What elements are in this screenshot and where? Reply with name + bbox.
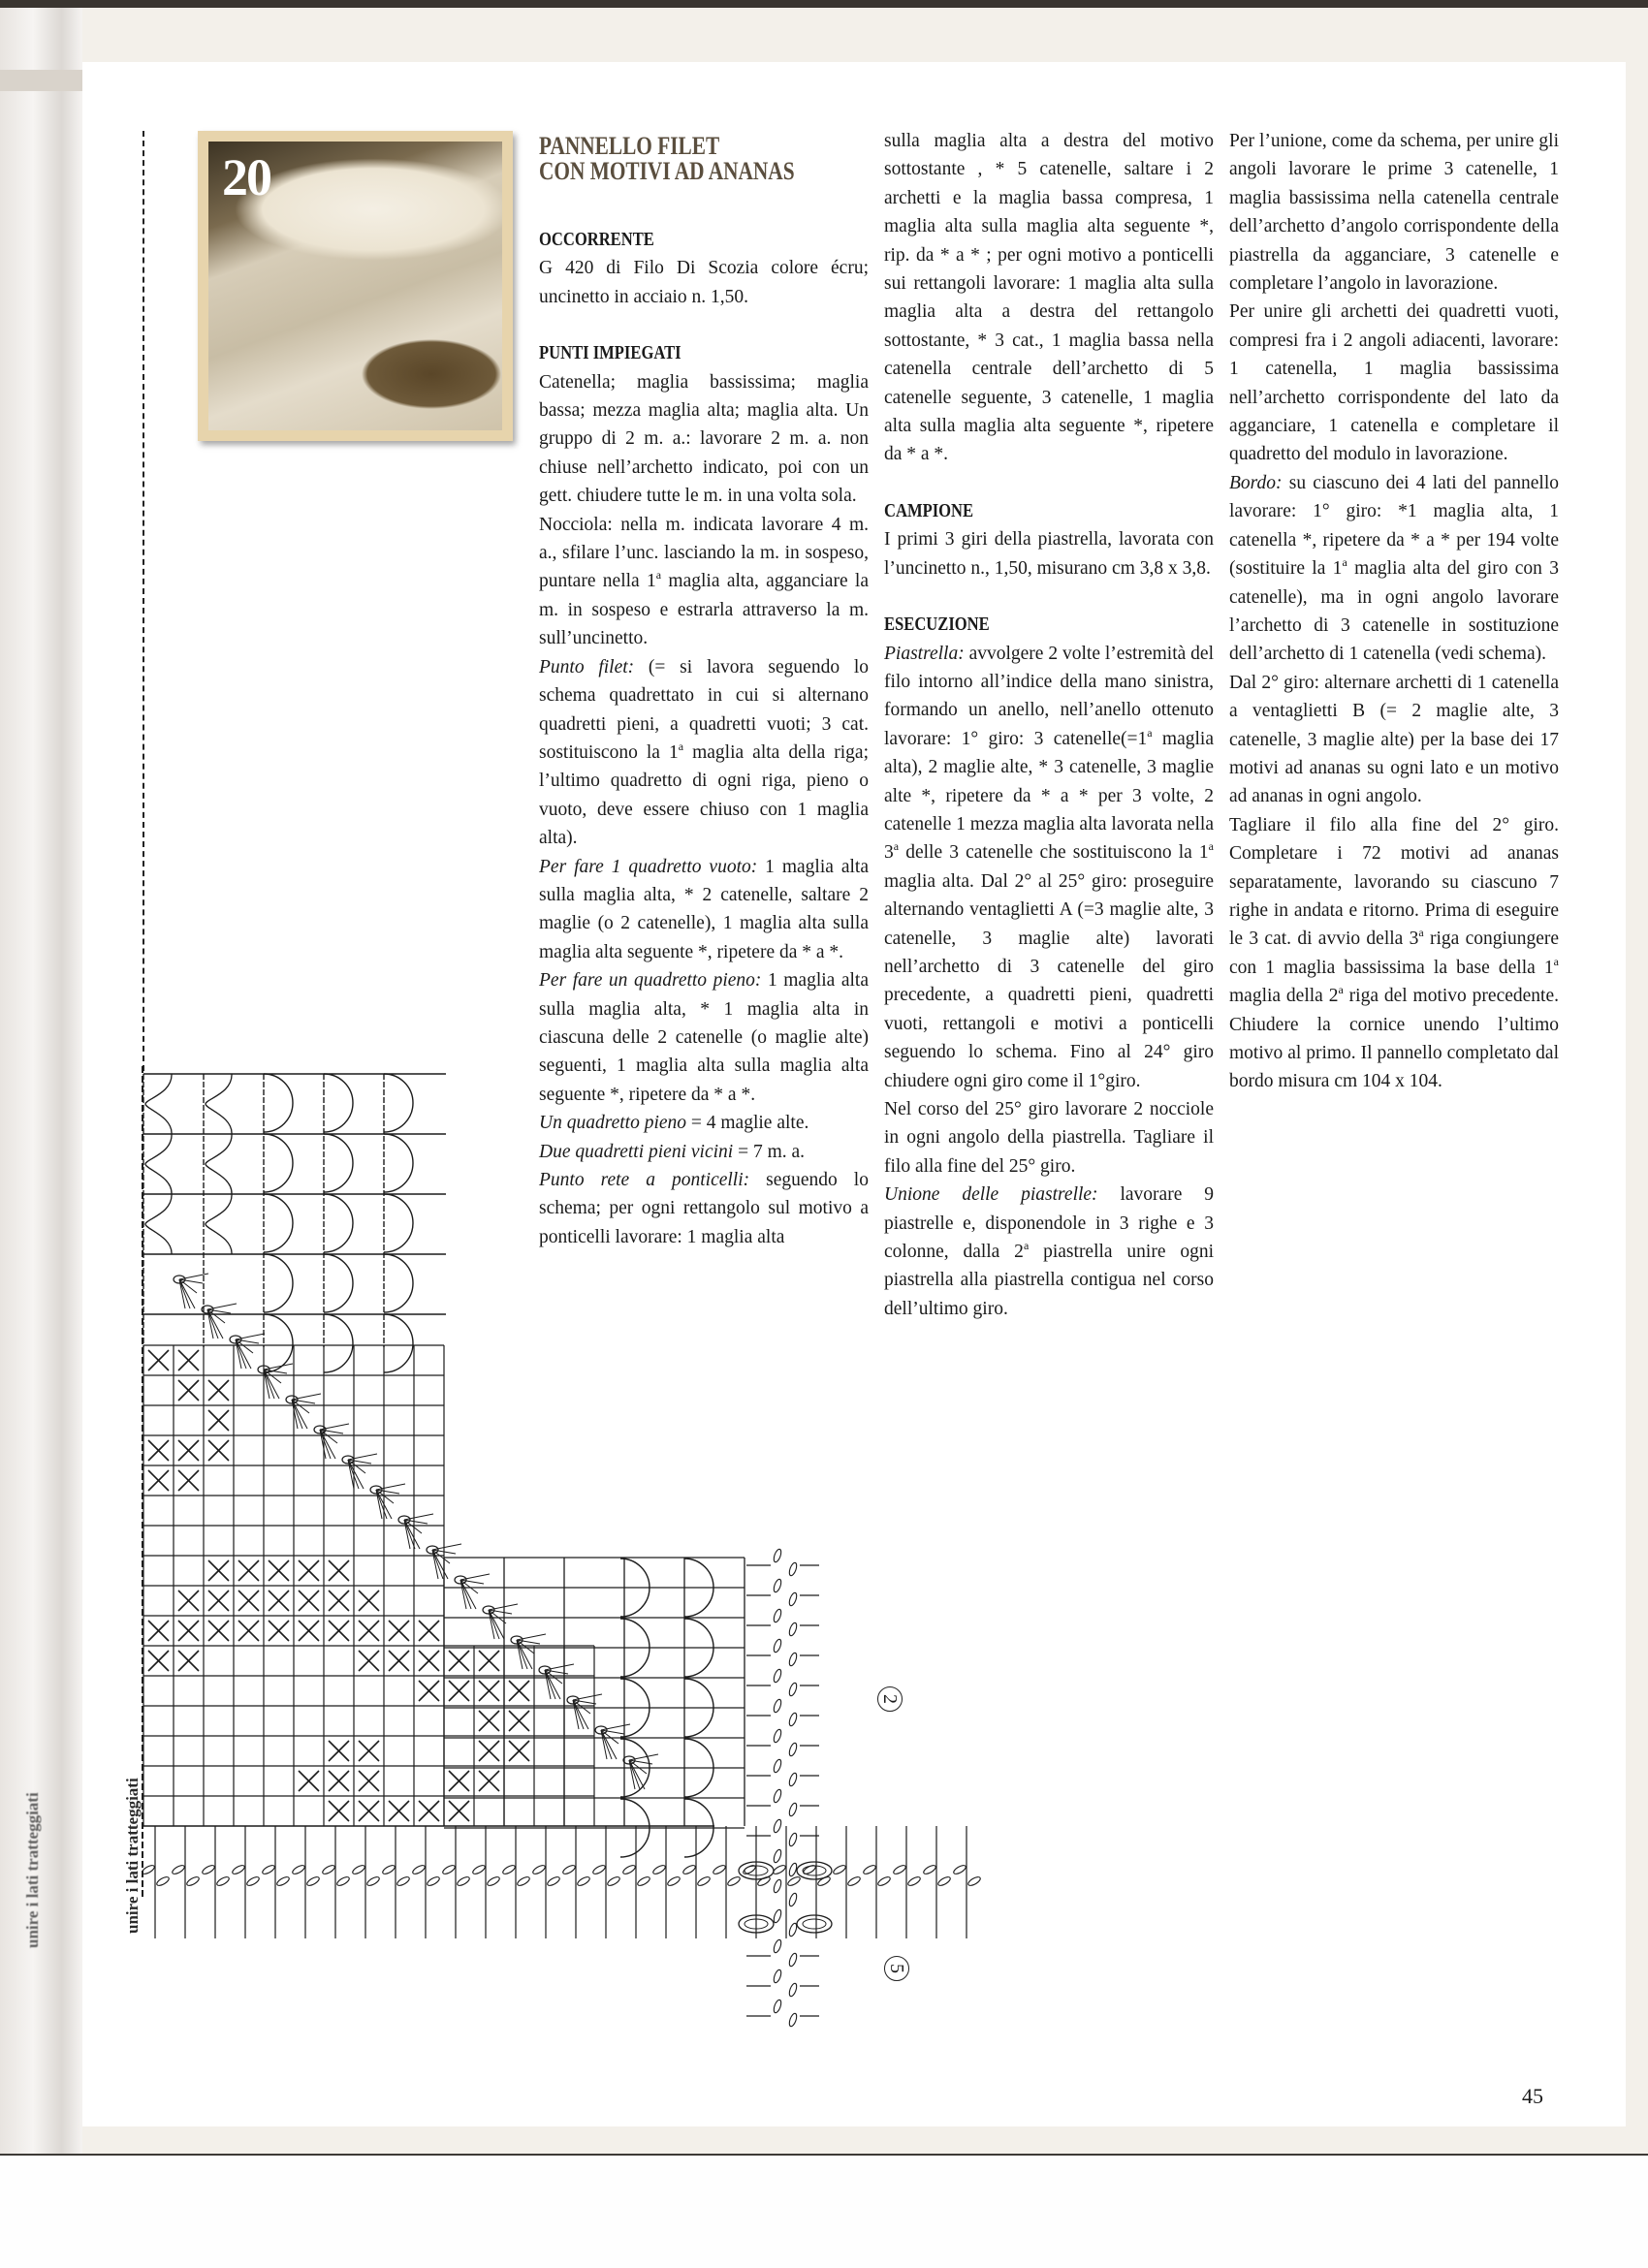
chain-loop <box>773 1758 782 1773</box>
chain-loop <box>591 1864 606 1875</box>
chain-loop <box>561 1864 576 1875</box>
scanner-bed <box>0 2154 1648 2268</box>
filled-square-x <box>389 1651 409 1671</box>
fan-stitch <box>517 1640 532 1669</box>
filled-square-x <box>299 1771 319 1791</box>
chain-loop <box>381 1864 396 1875</box>
scallop-arc <box>384 1194 413 1252</box>
filled-square-x <box>509 1711 529 1731</box>
chain-loop <box>788 1802 798 1816</box>
filled-square-x <box>449 1801 469 1821</box>
chain-loop <box>788 1682 798 1696</box>
title-line-1: PANNELLO FILET <box>539 132 720 160</box>
chain-loop <box>773 1878 782 1893</box>
filled-square-x <box>479 1681 499 1701</box>
filled-square-x <box>449 1681 469 1701</box>
scallop-arc <box>264 1134 293 1192</box>
filled-square-x <box>389 1801 409 1821</box>
filled-square-x <box>329 1741 349 1761</box>
esecuzione-archetti: Per unire gli archetti dei quadretti vuoti, compresi fra i 2 angoli adiacenti, lavorare: 1 catenella, 1 maglia bassissima nell’archetto corrispondente del lato da agganciare, 1 catenella e completare il quadretto del modulo in lavorazione. <box>1229 301 1559 465</box>
chain-loop <box>773 1668 782 1683</box>
fan-stitch <box>545 1670 560 1699</box>
chain-loop <box>321 1864 335 1875</box>
chain-loop <box>335 1875 350 1887</box>
punti-p8-start: Punto rete a ponticelli: seguendo lo schema; per ogni rettangolo sul motivo a ponticelli lavorare: 1 maglia alta <box>539 1170 869 1247</box>
chain-loop <box>773 1818 782 1833</box>
scallop-arc <box>384 1134 413 1192</box>
chain-loop <box>773 1608 782 1622</box>
round-label-2: 2 <box>877 1686 903 1712</box>
scallop-arc <box>264 1314 293 1372</box>
filled-square-x <box>238 1621 259 1641</box>
filled-square-x <box>178 1350 199 1370</box>
scallop-arc <box>324 1314 353 1372</box>
fan-stitch <box>264 1370 279 1399</box>
filled-square-x <box>299 1591 319 1611</box>
chain-loop <box>396 1875 410 1887</box>
chain-loop <box>305 1875 320 1887</box>
scallop-arc <box>264 1074 293 1132</box>
filled-square-x <box>208 1560 229 1581</box>
filled-square-x <box>479 1711 499 1731</box>
chain-loop <box>832 1864 846 1875</box>
filled-square-x <box>479 1771 499 1791</box>
filled-square-x <box>449 1651 469 1671</box>
heading-campione: CAMPIONE <box>884 500 974 521</box>
chain-loop <box>773 1548 782 1562</box>
chain-loop <box>788 1712 798 1726</box>
filled-square-x <box>178 1621 199 1641</box>
filled-square-x <box>178 1591 199 1611</box>
chain-loop <box>185 1875 200 1887</box>
chain-loop <box>576 1875 590 1887</box>
filled-square-x <box>329 1591 349 1611</box>
filled-square-x <box>148 1350 169 1370</box>
chain-loop <box>245 1875 260 1887</box>
chain-loop <box>788 1982 798 1997</box>
esecuzione-nocciole: Nel corso del 25° giro lavorare 2 nocciole in ogni angolo della piastrella. Tagliare il filo alla fine del 25° giro. <box>884 1099 1214 1177</box>
filled-square-x <box>148 1621 169 1641</box>
fan-stitch <box>489 1610 504 1639</box>
filled-square-x <box>178 1440 199 1461</box>
fan-stitch <box>236 1339 251 1369</box>
filled-square-x <box>359 1591 379 1611</box>
chain-loop <box>773 1969 782 1983</box>
filled-square-x <box>208 1410 229 1431</box>
filled-square-x <box>148 1440 169 1461</box>
chain-loop <box>816 1875 831 1887</box>
filled-square-x <box>299 1560 319 1581</box>
wave-stitch <box>206 1074 232 1134</box>
chain-loop <box>788 1892 798 1906</box>
nocciola-stitch <box>803 1919 826 1929</box>
chain-loop <box>786 1875 801 1887</box>
fan-stitch <box>320 1430 335 1459</box>
filled-square-x <box>359 1741 379 1761</box>
filled-square-x <box>299 1621 319 1641</box>
filled-square-x <box>329 1771 349 1791</box>
chain-loop <box>696 1875 711 1887</box>
esecuzione-angoli: Per l’unione, come da schema, per unire gli angoli lavorare le prime 3 catenelle, 1 maglia bassissima nella catenella centrale dell’archetto d’angolo corrispondente della piastrella da agganciare, 3 catenelle e completare l’angolo in lavorazione. <box>1229 131 1559 295</box>
filled-square-x <box>419 1651 439 1671</box>
chain-loop <box>155 1875 170 1887</box>
filled-square-x <box>329 1560 349 1581</box>
chain-loop <box>862 1864 876 1875</box>
side-label-faded: unire i lati tratteggiati <box>23 1792 42 1948</box>
chain-loop <box>621 1864 636 1875</box>
scallop-arc <box>384 1074 413 1132</box>
scallop-arc <box>324 1254 353 1312</box>
chain-loop <box>531 1864 546 1875</box>
chain-loop <box>788 1622 798 1636</box>
chain-loop <box>606 1875 620 1887</box>
chain-loop <box>712 1864 726 1875</box>
filled-square-x <box>329 1801 349 1821</box>
scallop-arc <box>264 1194 293 1252</box>
filled-square-x <box>238 1560 259 1581</box>
heading-esecuzione: ESECUZIONE <box>884 614 990 636</box>
filled-square-x <box>509 1741 529 1761</box>
chain-loop <box>906 1875 921 1887</box>
chain-loop <box>351 1864 365 1875</box>
chain-loop <box>215 1875 230 1887</box>
side-label: unire i lati tratteggiati <box>123 1778 142 1934</box>
wave-stitch <box>206 1194 232 1254</box>
chain-loop <box>275 1875 290 1887</box>
chain-loop <box>365 1875 380 1887</box>
chain-loop <box>922 1864 936 1875</box>
filled-square-x <box>178 1470 199 1491</box>
esecuzione-piastrella: Piastrella: avvolgere 2 volte l’estremità del filo intorno all’indice della mano sinistra, formando un anello, nell’anello ottenuto lavorare: 1° giro: 3 $catenelle(=1^a$ maglia alta), 2 maglie alte, * 3 catenelle, 3 maglie alte *, ripetere da * a * per 3 volte, 2 catenelle 1 mezza maglia alta lavorata nella 3$^a$ delle 3 catenelle che sostituiscono la 1$^a$ maglia alta. Dal 2° al 25° giro: proseguire alternando ventaglietti A (=3 maglie alte, 3 catenelle, 3 maglie alte) lavorati nell’archetto di 3 catenelle del giro precedente, a quadretti pieni, quadretti vuoti, rettangoli e motivi a ponticelli seguendo lo schema. Fino al 24° giro chiudere ogni giro come il 1°giro. <box>884 643 1214 1091</box>
round-label-5: 5 <box>884 1956 909 1981</box>
punti-p3: Punto filet: (= si lavora seguendo lo schema quadrettato in cui si alternano quadretti pieni, a quadretti vuoti; 3 cat. sostituiscono la 1$^a$ maglia alta della riga; l’ultimo quadretto di ogni riga, pieno o vuoto, deve essere chiuso con 1 maglia alta). <box>539 656 869 849</box>
chain-loop <box>788 1561 798 1576</box>
nocciola-stitch <box>803 1866 826 1875</box>
chain-loop <box>788 1772 798 1786</box>
punti-p1: Catenella; maglia bassissima; maglia bassa; mezza maglia alta; maglia alta. Un gruppo di 2 m. a.: lavorare 2 m. a. non chiuse nell’archetto indicato, poi con un gett. chiudere tutte le m. in una volta sola. <box>539 371 869 507</box>
chain-loop <box>772 1864 786 1875</box>
title-line-2: CON MOTIVI AD ANANAS <box>539 157 795 185</box>
campione-text: I primi 3 giri della piastrella, lavorata con l’uncinetto n., 1,50, misurano cm 3,8 x 3,8. <box>884 529 1214 579</box>
punti-p5: Per fare un quadretto pieno: 1 maglia alta sulla maglia alta, * 1 maglia alta in ciascuna delle 2 catenelle (o maglie alte) seguenti, 1 maglia alta sulla maglia alta seguente *, ripetere da * a *. <box>539 970 869 1105</box>
filled-square-x <box>269 1560 289 1581</box>
filled-square-x <box>359 1651 379 1671</box>
filled-square-x <box>178 1651 199 1671</box>
wave-stitch <box>145 1074 172 1134</box>
filled-square-x <box>509 1681 529 1701</box>
heading-punti: PUNTI IMPIEGATI <box>539 343 681 364</box>
chain-loop <box>546 1875 560 1887</box>
scallop-arc <box>324 1074 353 1132</box>
filled-square-x <box>148 1470 169 1491</box>
scallop-arc <box>264 1254 293 1312</box>
punti-p7: Due quadretti pieni vicini = 7 m. a. <box>539 1141 806 1162</box>
chain-loop <box>846 1875 861 1887</box>
wave-stitch <box>206 1134 232 1194</box>
esecuzione-secondo-giro: Dal 2° giro: alternare archetti di 1 catenella a ventaglietti B (= 2 maglie alte, 3 catenelle, 3 maglie alte) per la base dei 17 motivi ad ananas su ogni lato e un motivo ad ananas in ogni angolo. <box>1229 672 1559 807</box>
scallop-arc <box>324 1194 353 1252</box>
chain-loop <box>426 1875 440 1887</box>
chain-loop <box>171 1864 185 1875</box>
nocciola-stitch <box>797 1915 832 1933</box>
fan-stitch <box>404 1520 420 1549</box>
fan-stitch <box>460 1580 476 1609</box>
pattern-number: 20 <box>222 148 270 206</box>
chain-loop <box>788 1952 798 1967</box>
chain-loop <box>788 2012 798 2027</box>
scallop-arc <box>324 1134 353 1192</box>
chain-loop <box>773 1908 782 1923</box>
fan-stitch <box>432 1550 448 1579</box>
chain-loop <box>788 1652 798 1666</box>
esecuzione-unione-start: Unione delle piastrelle: lavorare 9 piastrelle e, disponendole in 3 righe e 3 colonne, dalla 2$^a$ piastrella unire ogni piastrella alla piastrella contigua nel corso dell’ultimo giro. <box>884 1184 1215 1319</box>
chain-loop <box>788 1742 798 1756</box>
chain-loop <box>471 1864 486 1875</box>
chain-loop <box>411 1864 426 1875</box>
chain-loop <box>651 1864 666 1875</box>
scallop-arc <box>384 1254 413 1312</box>
filled-square-x <box>449 1771 469 1791</box>
punti-p6: Un quadretto pieno = 4 maglie alte. <box>539 1113 809 1134</box>
chain-loop <box>441 1864 456 1875</box>
occorrente-text: G 420 di Filo Di Scozia colore écru; uncinetto in acciaio n. 1,50. <box>539 258 869 307</box>
chain-loop <box>773 1938 782 1953</box>
filled-square-x <box>419 1621 439 1641</box>
chain-loop <box>773 1788 782 1803</box>
chain-loop <box>201 1864 215 1875</box>
filled-square-x <box>359 1621 379 1641</box>
filled-square-x <box>479 1651 499 1671</box>
chain-loop <box>501 1864 516 1875</box>
chain-loop <box>788 1832 798 1846</box>
chain-loop <box>773 1638 782 1653</box>
chain-loop <box>773 1848 782 1863</box>
filled-square-x <box>208 1591 229 1611</box>
chain-loop <box>773 1698 782 1713</box>
chain-loop <box>952 1864 967 1875</box>
fan-stitch <box>629 1760 645 1789</box>
filled-square-x <box>329 1621 349 1641</box>
chain-loop <box>892 1864 906 1875</box>
wave-stitch <box>145 1134 172 1194</box>
chain-loop <box>291 1864 305 1875</box>
chain-loop <box>788 1591 798 1606</box>
filled-square-x <box>269 1621 289 1641</box>
nocciola-stitch <box>797 1862 832 1879</box>
scallop-arc <box>384 1314 413 1372</box>
chain-loop <box>681 1864 696 1875</box>
filled-square-x <box>419 1801 439 1821</box>
chain-loop <box>936 1875 951 1887</box>
filled-square-x <box>148 1651 169 1671</box>
filled-square-x <box>419 1681 439 1701</box>
fan-stitch <box>179 1279 195 1308</box>
filled-square-x <box>359 1801 379 1821</box>
chain-loop <box>773 1728 782 1743</box>
chain-loop <box>773 1578 782 1592</box>
chain-loop <box>636 1875 650 1887</box>
page-number: 45 <box>1522 2084 1543 2108</box>
chain-loop <box>666 1875 681 1887</box>
chain-loop <box>486 1875 500 1887</box>
chain-loop <box>773 1999 782 2013</box>
chain-loop <box>231 1864 245 1875</box>
filled-square-x <box>479 1741 499 1761</box>
filled-square-x <box>238 1591 259 1611</box>
esecuzione-finitura: Tagliare il filo alla fine del 2° giro. Completare i 72 motivi ad ananas separatamente, lavorando su ciascuno 7 righe in andata e ritorno. Prima di eseguire le 3 cat. di avvio della 3$^a$ riga congiungere con 1 maglia bassissima la base della 1$^a$ maglia della 2$^a$ riga del motivo precedente. Chiudere la cornice unendo l’ultimo motivo al primo. Il pannello completato dal bordo misura cm 104 x 104. <box>1229 814 1559 1092</box>
chain-loop <box>967 1875 981 1887</box>
filled-square-x <box>359 1771 379 1791</box>
filled-square-x <box>208 1380 229 1401</box>
punti-p8-cont: sulla maglia alta a destra del motivo sottostante , * 5 catenelle, saltare i 2 archetti e la maglia bassa compresa, 1 maglia alta sulla maglia alta seguente *, rip. da * a * ; per ogni motivo a ponticelli sui rettangoli lavorare: 1 maglia alta sulla maglia alta a destra del rettangolo sottostante, * 3 cat., 1 maglia bassa nella catenella centrale dell’archetto di 5 catenelle seguente, 3 catenelle, 1 maglia alta sulla maglia alta seguente *, ripetere da * a *. <box>884 131 1214 465</box>
heading-occorrente: OCCORRENTE <box>539 230 654 250</box>
fan-stitch <box>573 1700 588 1729</box>
chain-loop <box>876 1875 891 1887</box>
chain-loop <box>456 1875 470 1887</box>
punti-p4: Per fare 1 quadretto vuoto: 1 maglia alta sulla maglia alta, * 2 catenelle, saltare 2 maglie (o 2 catenelle), 1 maglia alta sulla maglia alta seguente *, ripetere da * a *. <box>539 856 870 962</box>
filled-square-x <box>269 1591 289 1611</box>
fan-stitch <box>348 1460 364 1489</box>
chain-loop <box>261 1864 275 1875</box>
esecuzione-bordo: Bordo: su ciascuno dei 4 lati del pannello lavorare: 1° giro: *1 maglia alta, 1 catenella *, ripetere da * a * per 194 volte (sostituire la 1$^a$ maglia alta del giro con 3 catenelle), ma in ogni angolo lavorare l’archetto di 3 catenelle in sostituzione dell’archetto di 1 catenella (vedi schema). <box>1229 472 1559 665</box>
punti-p2: Nocciola: nella m. indicata lavorare 4 m. a., sfilare l’unc. lasciando la m. in sospeso, puntare nella 1$^a$ maglia alta, agganciare la m. in sospeso e estrarla attraverso la m. sull’uncinetto. <box>539 514 870 649</box>
chain-loop <box>726 1875 741 1887</box>
filled-square-x <box>208 1621 229 1641</box>
wave-stitch <box>145 1194 172 1254</box>
chain-loop <box>516 1875 530 1887</box>
filled-square-x <box>208 1440 229 1461</box>
fan-stitch <box>601 1730 617 1759</box>
filled-square-x <box>389 1621 409 1641</box>
filled-square-x <box>178 1380 199 1401</box>
